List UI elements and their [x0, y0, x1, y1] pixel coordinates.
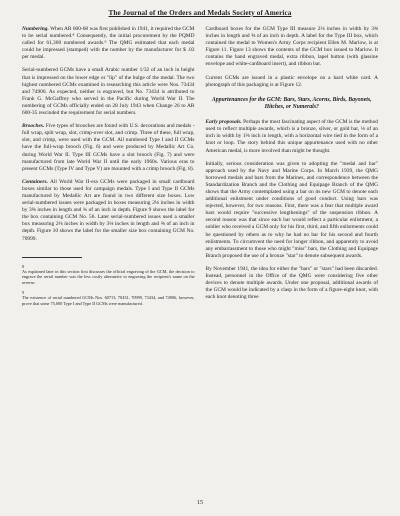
runin-brooches: Brooches. [22, 123, 45, 130]
text-numbering: When AR 600-68 was first published in 1941, it required the GCM to be serial numbered.⁸ Consequently, the initial procurement by the PQMD called for 61,300 numbered awards.⁹ The QMG estimated that each medal could be impressed (stamped) with the number by the manufacturer for $ .03 per medal. [22, 26, 195, 61]
footnote-8 [22, 264, 195, 286]
footnote-8-mark: 8 [22, 263, 24, 269]
paragraph-current-packaging: Current GCMs are issued in a plastic envelope on a hard white card. A photograph of this packaging is at Figure 12. [205, 74, 378, 88]
footnote-9-mark: 9 [22, 290, 24, 296]
paragraph-medal-and-bar: Initially, serious consideration was given to adopting the "medal and bar" approach used by the Navy and Marine Corps. In March 1939, the QMG borrowed medals and bars from the Marines, and correspondence between the Standardization Branch and the Clothing and Equipage Branch of the QMG shows that the Army contemplated using a bar on its new GCM to denote each additional enlistment under conditions of good conduct. Using bars was rejected, however, for two reasons. First, there was a fear that multiple award bars would require "successive lengthenings" of the suspension ribbon. A second reason was that since each bar would reflect a particular enlistment, a soldier who received a GCM only for his first, third, and fifth enlistments could be questioned by others as to why he had no bar for his second and fourth enlistments. To circumvent the need for longer ribbon, and apparently to avoid any embarrassment to those who might "miss" bars, the Clothing and Equipage Branch proposed the use of a bronze "star" to denote subsequent awards. [205, 160, 378, 259]
runin-early-proposals: Early proposals. [205, 119, 242, 126]
running-header: The Journal of the Orders and Medals Society of America [108, 9, 292, 17]
text-early-proposals: Perhaps the most fascinating aspect of the GCM is the method used to reflect multiple awards, which is a bronze, silver, or gold bar, ⅛ of an inch in width by 1⅜ inch in length, with a horizontal wire tied in the form of a knot or loop. The story behind this unique appurtenance used with no other American medal, is more involved than might be thought. [205, 119, 378, 154]
paragraph-containers [22, 179, 195, 243]
paragraph-type3-boxes: Cardboard boxes for the GCM Type III measure 2⅛ inches in width by 3⅝ inches in length and ⅝ of an inch in depth. A label for the Type III box, which contained the medal to Women's Army Corps recipient Ellen M. Marlow, is at Figure 11. Figure 13 shows the contents of the GCM box issued to Marlow. It contains the hand engraved medal, extra ribbon, lapel button (with glassine envelope and white-cardboard insert), and ribbon bar. [205, 26, 378, 68]
footnote-divider [22, 257, 82, 258]
paragraph-brooches [22, 123, 195, 173]
left-column [22, 26, 195, 312]
right-column [206, 26, 379, 312]
paragraph-early-proposals [206, 119, 379, 154]
page-number: 15 [197, 500, 203, 506]
paragraph-numbering [22, 26, 195, 61]
section-title-appurtenances: Appurtenances for the GCM: Bars, Stars, Acorns, Birds, Bayonets, Hitches, or Numerals? [211, 96, 372, 110]
footnote-9-text: The existence of serial numbered GCMs Nos. 60713, 70431, 70999, 73434, and 74906, however, prove that some 75,000 Type I and Type II GCMs were manufactured. [22, 295, 195, 306]
paragraph-serial-numbers: Serial-numbered GCMs have a small Arabic number 1/32 of an inch in height that is impressed on the lower edge or "lip" of the bulge of the medal. The two highest numbered GCMs examined in researching this article were Nos. 73434 and 74906. As expected, neither is engraved, but No. 73434 is attributed to Frank G. McGaffrey who served in the Pacific during World War II. The numbering of GCMs officially ended on 28 July 1943 when Change 26 to AR 600-35 rescinded the requirement for serial numbers. [22, 67, 195, 117]
text-brooches: Five types of brooches are found with U.S. decorations and medals - full wrap, split wrap, slot, crimp-over slot, and crimp. Three of these, full wrap, slot, and crimp, were used with the GCM. All numbered Type I and II GCMs have the full-wrap brooch (Fig. 6) and were produced by Medallic Art Co. during World War II. Type III GCMs have a slot brooch (Fig. 7) and were manufactured from late World War II until the early 1960s. Various eras to present GCMs (Type IV and Type V) are mounted with a crimp brooch (Fig. 8). [22, 123, 195, 172]
runin-numbering: Numbering. [22, 26, 49, 32]
text-containers: All World War II-era GCMs were packaged in small cardboard boxes similar to those used for campaign medals. Type I and Type II GCMs manufactured by Medallic Art are found in two different size boxes. Low serial-numbered issues were packaged in boxes measuring 2⅛ inches in width by 3⅝ inches in length and ¾ of an inch in depth. Figure 9 shows the label for the box containing GCM No. 56. Later serial-numbered issues used a smaller box measuring 2⅛ inches in width by 3⅛ inches in length and ⅝ of an inch in depth. Figure 10 shows the label for the smaller size box containing GCM No. 70999. [22, 178, 195, 242]
runin-containers: Containers. [22, 178, 48, 185]
footnote-9 [22, 290, 195, 306]
paragraph-november-1941: By November 1941, the idea for either the "bars" or "stars" had been discarded. Instead, personnel in the Office of the QMG were considering five other devices to denote multiple awards. Under one proposal, additional awards of the GCM would be indicated by a clasp in the form of a figure-eight knot, with each knot denoting three [205, 265, 378, 301]
footnote-8-text: As explained later in this section first discusses the official engraving of the GCM, the decision to engrave the serial number was the less costly alternative to engraving the recipient's name on the reverse. [22, 268, 195, 285]
two-column-body [22, 26, 378, 312]
